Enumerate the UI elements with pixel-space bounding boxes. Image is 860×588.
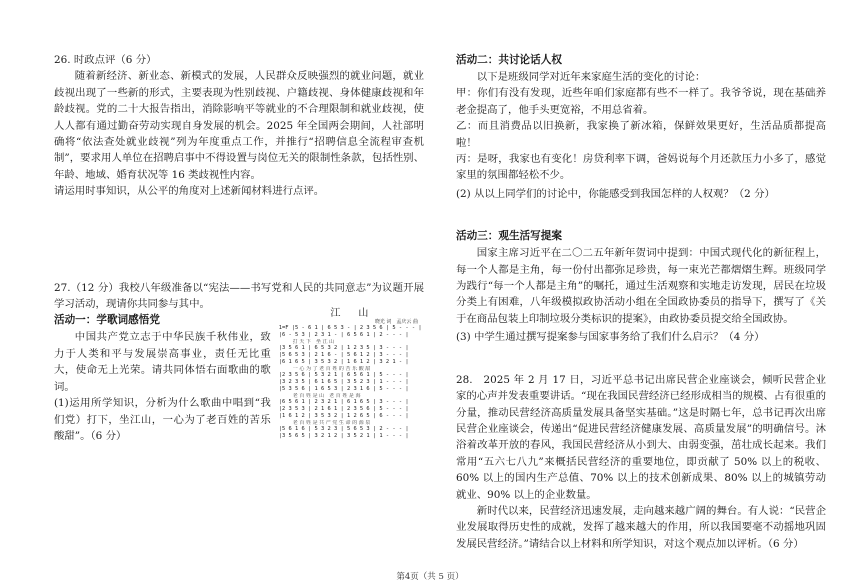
q27-title: 27.（12 分）我校八年级准备以“宪法——书写党和人民的共同意志”为议题开展学习活动，现请你共同参与其中。 bbox=[54, 281, 424, 311]
activity-one-question: (1)运用所学知识，分析为什么歌曲中唱到“我们党）打下，坐江山，一心为了老百姓的苦乐酸甜”。（6 分） bbox=[54, 397, 271, 442]
page-footer: 第4页（共 5 页） bbox=[396, 572, 464, 582]
activity-one-heading: 活动一：学歌词感悟党 bbox=[54, 314, 160, 327]
activity-one-text bbox=[54, 312, 271, 509]
answer-space bbox=[54, 200, 424, 280]
activity-two-intro: 以下是班级同学对近年来家庭生活的变化的讨论： bbox=[476, 71, 706, 83]
q26-question: 请运用时事知识，从公平的角度对上述新闻材料进行点评。 bbox=[54, 185, 325, 198]
q28-material: 28. 2025 年 2 月 17 日，习近平总书记出席民营企业座谈会，倾听民营企业家的心声并发表重要讲话。“现在我国民营经济已经形成相当的规模、占有很重的分量，推动民营经济高质量发展具备坚实基础。”这是时隔七年，总书记再次出席民营企业座谈会，传递出“促进民营经济健康发展、高质量发展”的明确信号。沐浴着改革开放的春风，我国民营经济从小到大、由弱变强，茁壮成长起来。我们常用“五六七八九”来概括民营经济的重要地位，即贡献了 50% 以上的税收、60% 以上的国内生产总值、70% 以上的技术创新成果、80% 以上的城镇劳动就业、90% 以上的企业数量。 bbox=[456, 373, 826, 501]
score-line: |5 6 5 3 | 2 1 6 - | 5 6 1 2 | 3 - - - | bbox=[278, 352, 409, 359]
score-line: |6 - 5 3 | 2 3 1 - | 6 5 6 1 | 2 - - - | bbox=[278, 332, 409, 339]
activity-two-question: (2) 从以上同学们的讨论中，你能感受到我国怎样的人权观？（2 分） bbox=[456, 187, 775, 200]
q26-title: 26. 时政点评（6 分） bbox=[54, 54, 157, 66]
activity-two-jia: 甲：你们有没有发现，近些年咱们家庭都有些不一样了。我爷爷说，现在基础养老金提高了，他手头更宽裕，不用总省着。 bbox=[456, 87, 826, 116]
activity-one-block bbox=[54, 308, 424, 509]
score-line: |5 6 1 6 | 5 3 2 3 | 5 6 5 3 | 2 - - - | bbox=[278, 426, 409, 433]
activity-two-heading: 活动二：共讨论话人权 bbox=[456, 54, 562, 66]
activity-one-material: 中国共产党立志于中华民族千秋伟业，致力于人类和平与发展崇高事业，责任无比重大，使命无上光荣。请共同体悟右面歌曲的歌词。 bbox=[54, 331, 271, 393]
q28-question: 新时代以来，民营经济迅速发展，走向越来越广阔的舞台。有人说：“民营企业发展取得历史性的成就，发挥了越来越大的作用，所以我国要毫不动摇地巩固发展民营经济。”请结合以上材料和所学知识，对这个观点加以评析。（6 分） bbox=[456, 504, 826, 550]
score-lyric: 老 百 姓 是 共 产 党 生 命 的 源 泉 bbox=[292, 420, 371, 427]
right-column bbox=[456, 52, 826, 552]
score-lyric: 打 天 下 坐 江 山 bbox=[292, 339, 335, 346]
left-column bbox=[54, 52, 424, 509]
activity-three-heading: 活动三：观生活写提案 bbox=[456, 230, 562, 243]
score-line: |2 3 5 3 | 2 1 6 1 | 2 3 5 6 | 5 - - - | bbox=[278, 406, 409, 413]
song-score-image bbox=[279, 304, 424, 509]
score-line: |3 5 6 5 | 3 2 1 2 | 3 5 2 1 | 1 - - - | bbox=[278, 433, 409, 440]
score-credits: 晓光 词 孟庆云 曲 bbox=[374, 319, 418, 326]
score-lyric: 一 心 为 了 老 百 姓 的 苦 乐 酸 甜 bbox=[292, 366, 371, 373]
score-line: |5 3 5 6 | 1 6 5 3 | 2 3 1 6 | 5 - - - | bbox=[278, 386, 409, 393]
score-title: 江 山 bbox=[330, 308, 373, 320]
activity-two-bing: 丙：是呀，我家也有变化！房贷利率下调，爸妈说每个月还款压力小多了，感觉家里的氛围都轻松不少。 bbox=[456, 153, 826, 182]
score-line: |6 5 6 1 | 2 3 2 1 | 6 1 6 5 | 3 - - - | bbox=[278, 399, 409, 406]
score-lyric: 老 百 姓 是 山 老 百 姓 是 海 bbox=[292, 393, 361, 400]
answer-space bbox=[456, 202, 826, 228]
score-line: |3 5 6 1 | 6 5 3 2 | 1 2 3 5 | 3 - - - | bbox=[278, 345, 409, 352]
activity-two-yi: 乙：而且消费品以旧换新，我家换了新冰箱，保鲜效果更好，生活品质都提高啦！ bbox=[456, 120, 826, 149]
activity-three-question: (3) 中学生通过撰写提案参与国家事务给了我们什么启示？（4 分） bbox=[456, 331, 765, 344]
score-line: 1=F |5 - 6 1 | 6 5 3 - | 2 3 5 6 | 5 - - - | bbox=[278, 325, 422, 332]
q26-material: 随着新经济、新业态、新模式的发展，人民群众反映强烈的就业问题，就业歧视出现了一些新的形式，主要表现为性别歧视、户籍歧视、身体健康歧视和年龄歧视。党的二十大报告指出，消除影响平等就业的不合理限制和就业歧视，使人人都有通过勤奋劳动实现自身发展的机会。2025 年全国两会期间，人社部明确将“依法查处就业歧视”列为年度重点工作，并推行“招聘信息全流程审查机制”，要求用人单位在招聘启事中不得设置与岗位无关的限制性条款，包括性别、年龄、地域、婚育状况等 16 类歧视性内容。 bbox=[54, 70, 424, 181]
answer-space bbox=[456, 346, 826, 372]
score-line: |6 1 6 5 | 3 5 3 2 | 1 6 1 2 | 3 2 1 - | bbox=[278, 359, 409, 366]
activity-three-material: 国家主席习近平在二〇二五年新年贺词中提到：中国式现代化的新征程上，每一个人都是主角，每一份付出都弥足珍贵，每一束光芒都熠熠生辉。班级同学为践行“每一个人都是主角”的嘱托，通过生活观察和实地走访发现，居民在垃圾分类上有困难，八年级模拟政协活动小组在全国政协委员的指导下，撰写了《关于在商品包装上印制垃圾分类标识的提案》，由政协委员提交给全国政协。 bbox=[456, 247, 826, 325]
score-line: |2 3 5 6 | 5 3 2 1 | 6 5 6 1 | 5 - - - | bbox=[278, 372, 409, 379]
score-line: |3 2 3 5 | 6 1 6 5 | 3 5 2 3 | 1 - - - | bbox=[278, 379, 409, 386]
score-line: |1 6 1 2 | 3 5 3 2 | 1 2 6 5 | 6 - - - | bbox=[278, 413, 409, 420]
